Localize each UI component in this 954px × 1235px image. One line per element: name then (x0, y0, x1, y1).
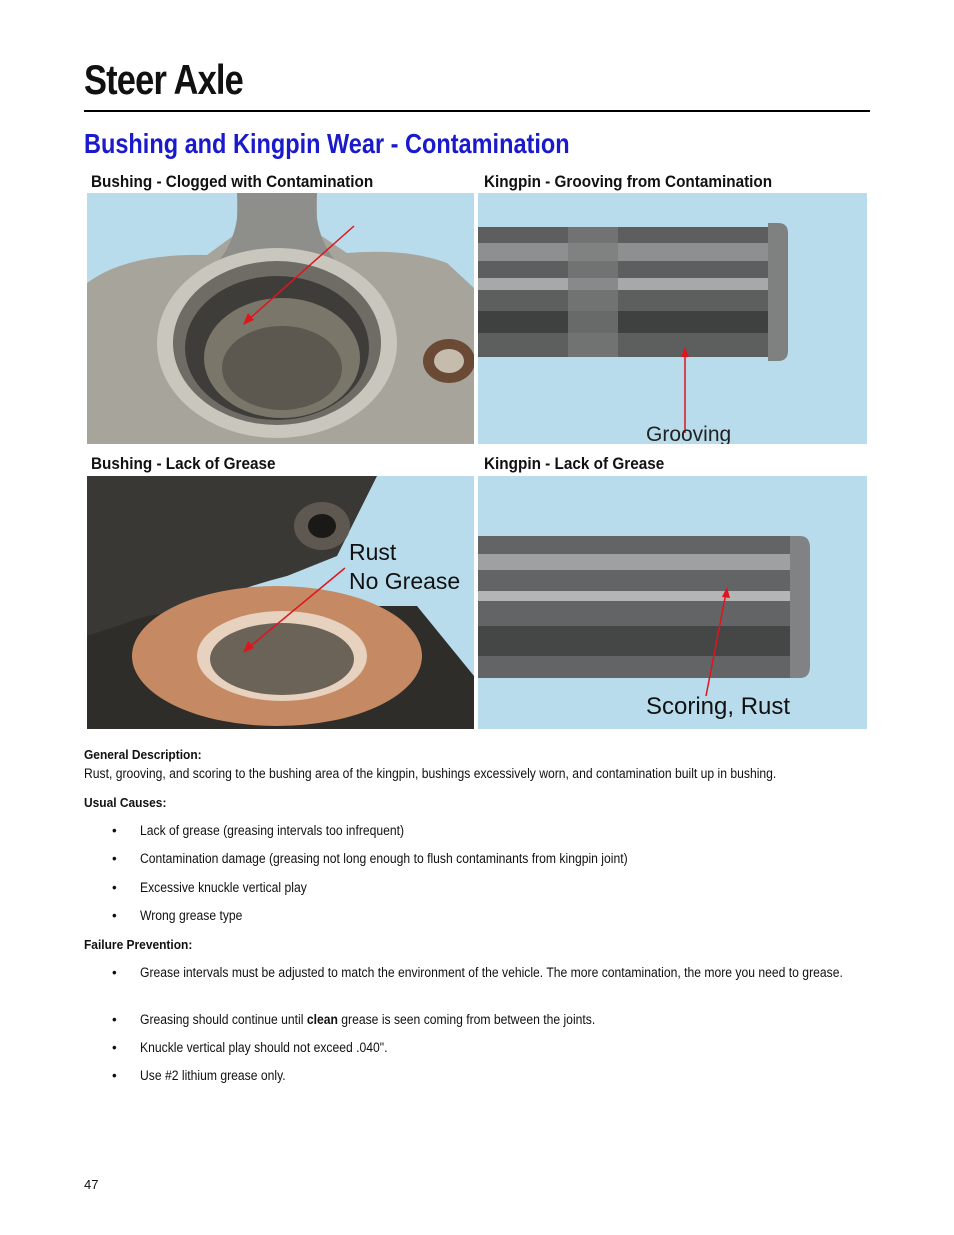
figure-caption-bushing-clogged: Bushing - Clogged with Contamination (91, 172, 374, 191)
bullet-icon: • (112, 880, 117, 895)
figure-caption-bushing-lack-grease: Bushing - Lack of Grease (91, 454, 276, 473)
prevention-item-text: Greasing should continue until (140, 1012, 307, 1027)
general-description-text: Rust, grooving, and scoring to the bushing area of the kingpin, bushings excessively worn, and contamination built up in bushing. (84, 766, 777, 781)
bullet-icon: • (112, 823, 117, 838)
prevention-item: Grease intervals must be adjusted to match the environment of the vehicle. The more contamination, the more you need to grease. (140, 965, 843, 980)
rust-label: Rust (349, 539, 397, 565)
bushing-clogged-photo (87, 193, 474, 444)
prevention-item: Use #2 lithium grease only. (140, 1068, 286, 1083)
page-title: Steer Axle (84, 56, 243, 103)
title-divider (84, 110, 870, 112)
cause-item: Lack of grease (greasing intervals too infrequent) (140, 823, 405, 838)
bullet-icon: • (112, 965, 117, 980)
kingpin-lack-grease-photo (478, 476, 867, 729)
usual-causes-heading: Usual Causes: (84, 795, 167, 810)
prevention-item-text: grease is seen coming from between the joints. (337, 1012, 596, 1027)
bullet-icon: • (112, 908, 117, 923)
page-number: 47 (84, 1177, 99, 1192)
figure-caption-kingpin-grooving: Kingpin - Grooving from Contamination (484, 172, 773, 191)
failure-prevention-heading: Failure Prevention: (84, 937, 193, 952)
figure-caption-kingpin-lack-grease: Kingpin - Lack of Grease (484, 454, 665, 473)
bullet-icon: • (112, 1040, 117, 1055)
no-grease-label: No Grease (349, 568, 461, 594)
prevention-item: Knuckle vertical play should not exceed .040". (140, 1040, 388, 1055)
bullet-icon: • (112, 1012, 117, 1027)
section-title: Bushing and Kingpin Wear - Contamination (84, 128, 570, 159)
scoring-rust-label: Scoring, Rust (646, 693, 791, 720)
grooving-label: Grooving (646, 423, 732, 444)
bullet-icon: • (112, 851, 117, 866)
cause-item: Excessive knuckle vertical play (140, 880, 307, 895)
bullet-icon: • (112, 1068, 117, 1083)
prevention-item (140, 1012, 595, 1027)
cause-item: Contamination damage (greasing not long enough to flush contaminants from kingpin joint) (140, 851, 628, 866)
general-description-heading: General Description: (84, 747, 202, 762)
cause-item: Wrong grease type (140, 908, 243, 923)
emphasis-clean: clean (306, 1012, 338, 1027)
kingpin-grooving-photo (478, 193, 867, 444)
bushing-lack-grease-photo (87, 476, 474, 729)
